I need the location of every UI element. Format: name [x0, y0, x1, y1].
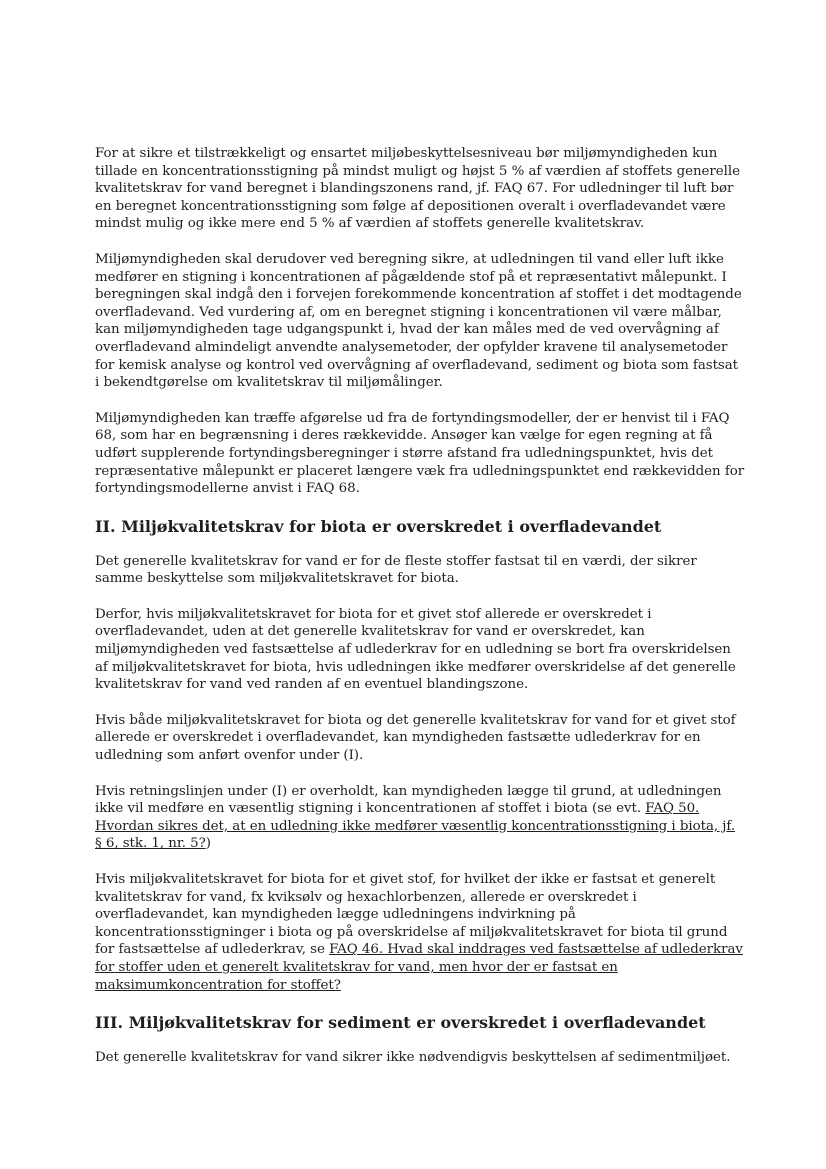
paragraph: Miljømyndigheden kan træffe afgørelse ud fra de fortyndingsmodeller, der er henvist til i FAQ 68, som har en begrænsning i deres rækkevidde. Ansøger kan vælge for egen regning at få udført supplerende fortyndingsberegninger i større afstand fra udledningspunktet, hvis det repræsentative målepunkt er placeret længere væk fra udledningspunktet end rækkevidden for fortyndingsmodellerne anvist i FAQ 68. — [95, 410, 745, 497]
paragraph: Det generelle kvalitetskrav for vand sikrer ikke nødvendigvis beskyttelsen af sedimentmiljøet. — [95, 1050, 731, 1066]
faq-46-link[interactable]: FAQ 46. Hvad skal inddrages ved fastsættelse af udlederkrav for stoffer uden et generelt kvalitetskrav for vand, men hvor der er fastsat en maksimumkoncentration for stoffet? — [95, 942, 743, 993]
paragraph: Derfor, hvis miljøkvalitetskravet for biota for et givet stof allerede er overskredet i overfladevandet, uden at det generelle kvalitetskrav for vand er overskredet, kan miljømyndigheden ved fastsættelse af udlederkrav for en udledning se bort fra overskridelsen af miljøkvalitetskravet for biota, hvis udledningen ikke medfører overskridelse af det generelle kvalitetskrav for vand ved randen af en eventuel blandingszone. — [95, 606, 736, 693]
paragraph-text: Hvis miljøkvalitetskravet for biota for et givet stof, for hvilket der ikke er fastsat et generelt kvalitetskrav for vand, fx kviksølv og hexachlorbenzen, allerede er overskredet i overfladevandet, kan myndigheden lægge udledningens indvirkning på koncentrationsstigninger i biota og på overskridelse af miljøkvalitetskravet for biota til grund for fastsættelse af udlederkrav, se — [95, 872, 728, 958]
paragraph — [95, 783, 745, 853]
paragraph-text: Hvis retningslinjen under (I) er overholdt, kan myndigheden lægge til grund, at udledningen ikke vil medføre en væsentlig stigning i koncentrationen af stoffet i biota (se evt. — [95, 783, 722, 817]
paragraph: Hvis både miljøkvalitetskravet for biota og det generelle kvalitetskrav for vand for et givet stof allerede er overskredet i overfladevandet, kan myndigheden fastsætte udlederkrav for en udledning som anført ovenfor under (I). — [95, 712, 736, 764]
section-heading-ii: II. Miljøkvalitetskrav for biota er overskredet i overfladevandet — [95, 516, 662, 536]
faq-50-link[interactable]: FAQ 50. Hvordan sikres det, at en udledning ikke medfører væsentlig koncentrationsstigning i biota, jf. § 6, stk. 1, nr. 5? — [95, 801, 736, 852]
paragraph-text: ) — [205, 836, 211, 852]
document-page — [95, 145, 745, 1085]
paragraph: For at sikre et tilstrækkeligt og ensartet miljøbeskyttelsesniveau bør miljømyndigheden kun tillade en koncentrationsstigning på mindst muligt og højst 5 % af værdien af stoffets generelle kvalitetskrav for vand beregnet i blandingszonens rand, jf. FAQ 67. For udledninger til luft bør en beregnet koncentrationsstigning som følge af depositionen overalt i overfladevandet være mindst mulig og ikke mere end 5 % af værdien af stoffets generelle kvalitetskrav. — [95, 146, 740, 232]
paragraph — [95, 871, 745, 994]
section-heading-iii: III. Miljøkvalitetskrav for sediment er overskredet i overfladevandet — [95, 1013, 706, 1033]
paragraph: Det generelle kvalitetskrav for vand er for de fleste stoffer fastsat til en værdi, der sikrer samme beskyttelse som miljøkvalitetskravet for biota. — [95, 553, 697, 587]
paragraph: Miljømyndigheden skal derudover ved beregning sikre, at udledningen til vand eller luft ikke medfører en stigning i koncentrationen af pågældende stof på et repræsentativt målepunkt. I beregningen skal indgå den i forvejen forekommende koncentration af stoffet i det modtagende overfladevand. Ved vurdering af, om en beregnet stigning i koncentrationen vil være målbar, kan miljømyndigheden tage udgangspunkt i, hvad der kan måles med de ved overvågning af overfladevand almindeligt anvendte analysemetoder, der opfylder kravene til analysemetoder for kemisk analyse og kontrol ved overvågning af overfladevand, sediment og biota som fastsat i bekendtgørelse om kvalitetskrav til miljømålinger. — [95, 251, 742, 391]
